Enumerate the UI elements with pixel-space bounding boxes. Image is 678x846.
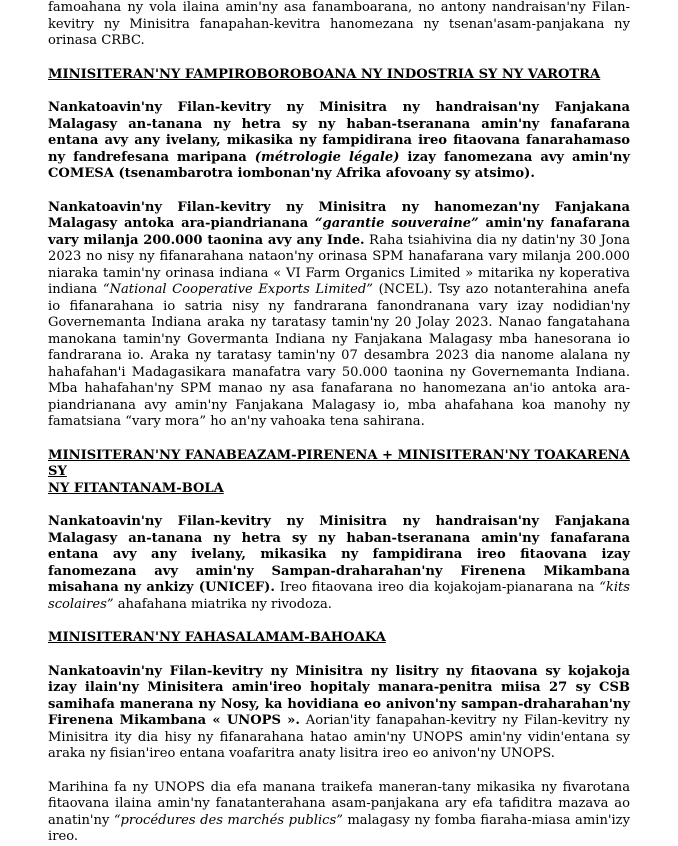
section3-paragraph1 <box>48 664 630 763</box>
intro-text: famoahana ny vola ilaina amin'ny asa fanamboarana, no antony nandraisan'ny Filan-kevitry ny Minisitra fanapahan-kevitra hanomezana ny tsenan'asam-panjakana ny orinasa CRBC. <box>48 0 630 48</box>
s2p1-bold: Nankatoavin'ny Filan-kevitry ny Minisitra ny handraisan'ny Fanjakana Malagasy an-tanana ny hetra sy ny haban-tseranana amin'ny fanafarana entana avy any ivelany, mikasika ny fampidirana ireo fitaovana izay fanomezana avy amin'ny Sampan-draharahan'ny Firenena Mikambana misahana ny ankizy (UNICEF). <box>48 514 630 595</box>
section3-heading: MINISITERAN'NY FAHASALAMAM-BAHOAKA <box>48 630 386 645</box>
s3p2-text2: malagasy ny fomba fiaraha-miasa amin'izy ireo. <box>48 812 630 844</box>
s2p1-text1: Ireo fitaovana ireo dia kojakojam-pianarana na <box>274 580 600 595</box>
s1p2-bold2: amin'ny fanafarana vary milanja 200.000 taonina avy any Inde. <box>48 216 631 248</box>
s2p1-text2: ahafahana miatrika ny rivodoza. <box>113 596 332 612</box>
s1p1-bold2: izay fanomezana avy amin'ny COMESA (tsenambarotra iombonan'ny Afrika afovoany sy atsimo). <box>48 149 630 181</box>
section2-heading-line1: MINISITERAN'NY FANABEAZAM-PIRENENA + MINISITERAN'NY TOAKARENA SY <box>48 447 630 479</box>
section2-heading-line2: NY FITANTANAM-BOLA <box>48 480 224 496</box>
s1p2-text2: (NCEL). Tsy azo notanterahina anefa io fifanarahana io satria nisy ny fandrarana fanondranana vary izay nodidian'ny Governemanta Indiana araka ny taratasy tamin'ny 20 Jolay 2023. Nanao fangatahana manokana tamin'ny Govermanta Indiana ny Fanjakana Malagasy mba hanesorana io fandrarana io. Araka ny taratasy tamin'ny 07 desambra 2023 dia nanome alalana ny hahafahan'i Madagasikara manafatra vary 50.000 taonina ny Governemanta Indiana. Mba hahafahan'ny SPM manao ny asa fanafarana no hanomezana an'io antoka ara-piandrianana avy amin'ny Fanjakana Malagasy io, mba ahafahana koa manohy ny famatsiana “vary mora” ho an'ny vahoaka tena sahirana. <box>48 282 630 429</box>
section1-paragraph2 <box>48 200 630 431</box>
intro-paragraph <box>48 0 630 50</box>
section3-paragraph2 <box>48 780 630 846</box>
s1p2-bold1: Nankatoavin'ny Filan-kevitry ny Minisitra ny hanomezan'ny Fanjakana Malagasy antoka ara-piandrianana <box>48 199 630 231</box>
s3p1-text: Aorian'ity fanapahan-kevitry ny Filan-kevitry ny Minisitra ity dia hisy ny fifanarahana hatao amin'ny UNOPS amin'ny vidin'entana sy araka ny fisian'ireo entana voafaritra anaty lisitra ireo eo anivon'ny UNOPS. <box>48 713 630 761</box>
section2-heading <box>48 448 630 498</box>
s1p2-bolditalic: “garantie souveraine” <box>315 216 479 231</box>
s1p1-bolditalic: (métrologie légale) <box>254 149 400 165</box>
s1p2-text1: Raha tsiahivina dia ny datin'ny 30 Jona 2023 no nisy ny fifanarahana nataon'ny orinasa SPM hanafarana vary milanja 200.000 niaraka tamin'ny orinasa indiana « VI Farm Organics Limited » mitarika ny koperativa indiana <box>48 232 631 297</box>
section1-paragraph1 <box>48 100 630 183</box>
s3p2-italic: “procédures des marchés publics” <box>113 812 343 828</box>
s2p1-italic: “kits scolaires” <box>48 580 630 612</box>
section1-heading: MINISITERAN'NY FAMPIROBOROBOANA NY INDOSTRIA SY NY VAROTRA <box>48 66 601 82</box>
s1p2-italic: “National Cooperative Exports Limited” <box>102 282 373 297</box>
s1p1-bold1: Nankatoavin'ny Filan-kevitry ny Minisitra ny handraisan'ny Fanjakana Malagasy an-tanana ny hetra sy ny haban-tseranana amin'ny fanafarana entana avy any ivelany, mikasika ny fampidirana ireo fitaovana fanarahamaso ny fandrefesana maripana <box>48 100 630 165</box>
s3p2-text1: Marihina fa ny UNOPS dia efa manana traikefa maneran-tany mikasika ny fivarotana fitaovana ilaina amin'ny fanatanterahana asam-panjakana ary efa tafiditra mazava ao anatin'ny <box>48 779 630 828</box>
s3p1-bold: Nankatoavin'ny Filan-kevitry ny Minisitra ny lisitry ny fitaovana sy kojakoja izay ilain'ny Minisitera amin'ireo hopitaly manara-penitra miisa 27 sy CSB samihafa manerana ny Nosy, ka hovidiana eo anivon'ny sampan-draharahan'ny Firenena Mikambana « UNOPS ». <box>48 663 630 728</box>
section2-paragraph1 <box>48 514 630 613</box>
